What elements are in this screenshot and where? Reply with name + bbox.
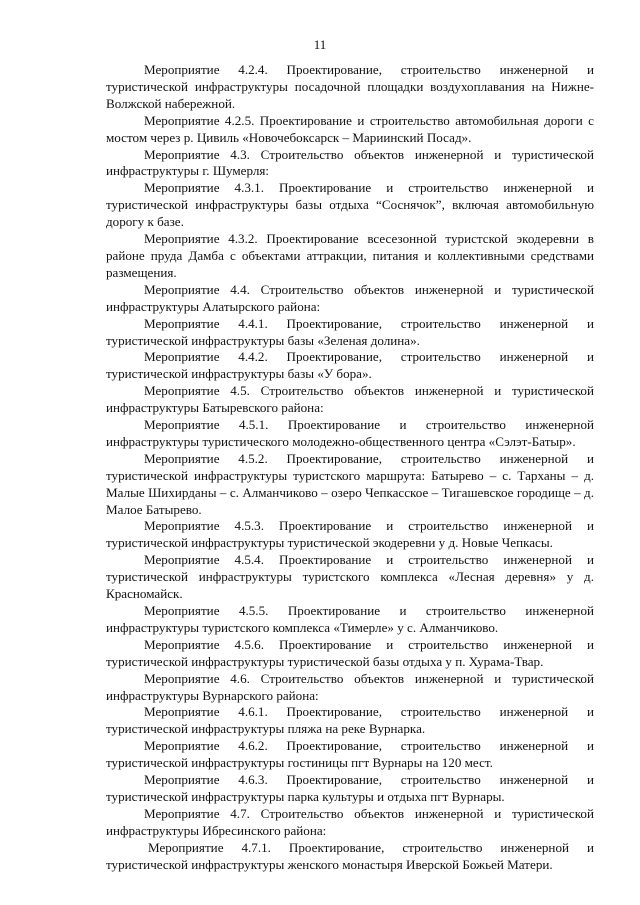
paragraph-4-5-2: Мероприятие 4.5.2. Проектирование, строительство инженерной и туристической инфраструктуры туристского маршрута: Батырево – с. Тарханы – д. Малые Шихирданы – с. Алманчиково – озеро Чепкасское – Тигашевское городище – д. Малое Батырево. [106, 450, 594, 517]
paragraph-4-7: Мероприятие 4.7. Строительство объектов инженерной и туристической инфраструктуры Ибресинского района: [106, 805, 594, 838]
paragraph-4-5: Мероприятие 4.5. Строительство объектов инженерной и туристической инфраструктуры Батыревского района: [106, 383, 594, 416]
paragraph-4-3: Мероприятие 4.3. Строительство объектов инженерной и туристической инфраструктуры г. Шумерля: [106, 146, 594, 179]
paragraph-4-5-4: Мероприятие 4.5.4. Проектирование и строительство инженерной и туристической инфраструктуры туристского комплекса «Лесная деревня» у д. Красномайск. [106, 552, 594, 602]
page-number: 11 [313, 37, 327, 52]
paragraph-4-6-2: Мероприятие 4.6.2. Проектирование, строительство инженерной и туристической инфраструктуры гостиницы пгт Вурнары на 120 мест. [106, 738, 594, 771]
paragraph-4-7-1: Мероприятие 4.7.1. Проектирование, строительство инженерной и туристической инфраструктуры женского монастыря Иверской Божьей Матери. [106, 839, 594, 872]
paragraph-4-5-3: Мероприятие 4.5.3. Проектирование и строительство инженерной и туристической инфраструктуры туристической экодеревни у д. Новые Чепкасы. [106, 518, 594, 551]
paragraph-4-6-3: Мероприятие 4.6.3. Проектирование, строительство инженерной и туристической инфраструктуры парка культуры и отдыха пгт Вурнары. [106, 772, 594, 804]
paragraph-4-3-2: Мероприятие 4.3.2. Проектирование всесезонной туристской экодеревни в районе пруда Дамба с объектами аттракции, питания и коллективными средствами размещения. [106, 231, 594, 280]
paragraph-4-6-1: Мероприятие 4.6.1. Проектирование, строительство инженерной и туристической инфраструктуры пляжа на реке Вурнарка. [106, 704, 594, 737]
paragraph-4-2-5: Мероприятие 4.2.5. Проектирование и строительство автомобильная дороги с мостом через р. Цивиль «Новочебоксарск – Мариинский Посад». [106, 112, 594, 145]
paragraph-4-4: Мероприятие 4.4. Строительство объектов инженерной и туристической инфраструктуры Алатырского района: [106, 281, 594, 314]
paragraph-4-3-1: Мероприятие 4.3.1. Проектирование и строительство инженерной и туристической инфраструктуры базы отдыха “Соснячок”, включая автомобильную дорогу к базе. [106, 180, 594, 230]
paragraph-4-4-2: Мероприятие 4.4.2. Проектирование, строительство инженерной и туристической инфраструктуры базы «У бора». [106, 349, 594, 382]
document-body [106, 62, 594, 874]
paragraph-4-5-5: Мероприятие 4.5.5. Проектирование и строительство инженерной инфраструктуры туристского комплекса «Тимерле» у с. Алманчиково. [106, 603, 594, 635]
paragraph-4-5-6: Мероприятие 4.5.6. Проектирование и строительство инженерной и туристической инфраструктуры туристической базы отдыха у п. Хурама-Твар. [106, 636, 594, 669]
paragraph-4-6: Мероприятие 4.6. Строительство объектов инженерной и туристической инфраструктуры Вурнарского района: [106, 670, 594, 703]
paragraph-4-2-4: Мероприятие 4.2.4. Проектирование, строительство инженерной и туристической инфраструктуры посадочной площадки воздухоплавания на Нижне-Волжской набережной. [106, 62, 594, 111]
paragraph-4-4-1: Мероприятие 4.4.1. Проектирование, строительство инженерной и туристической инфраструктуры базы «Зеленая долина». [106, 315, 594, 348]
paragraph-4-5-1: Мероприятие 4.5.1. Проектирование и строительство инженерной инфраструктуры туристического молодежно-общественного центра «Сэлэт-Батыр». [106, 417, 594, 449]
